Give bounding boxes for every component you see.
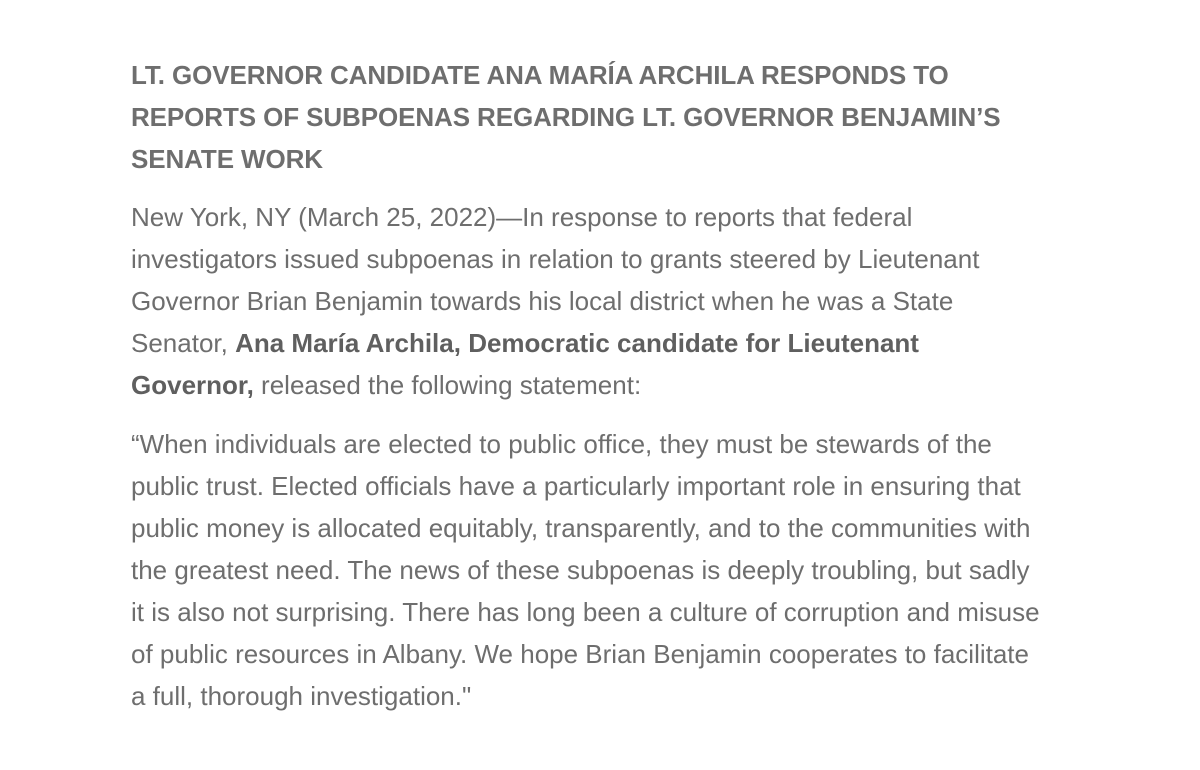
lede-candidate-bold: Ana María Archila, Democratic candidate for Lieutenant Governor,	[131, 328, 919, 400]
lede-text-after: released the following statement:	[253, 370, 642, 400]
lede-text-before: New York, NY (March 25, 2022)—In response to reports that federal investigators issued subpoenas in relation to grants steered by Lieutenant Governor Brian Benjamin towards his local district when he was a State Senator,	[131, 202, 980, 358]
press-release	[131, 54, 1121, 717]
press-release-headline: LT. GOVERNOR CANDIDATE ANA MARÍA ARCHILA RESPONDS TO REPORTS OF SUBPOENAS REGARDING LT. GOVERNOR BENJAMIN’S SENATE WORK	[131, 60, 1001, 174]
lede-paragraph	[131, 196, 1121, 406]
statement-quote: “When individuals are elected to public office, they must be stewards of the public trust. Elected officials have a particularly important role in ensuring that public money is allocated equitably, transparently, and to the communities with the greatest need. The news of these subpoenas is deeply troubling, but sadly it is also not surprising. There has long been a culture of corruption and misuse of public resources in Albany. We hope Brian Benjamin cooperates to facilitate a full, thorough investigation."	[131, 429, 1040, 711]
